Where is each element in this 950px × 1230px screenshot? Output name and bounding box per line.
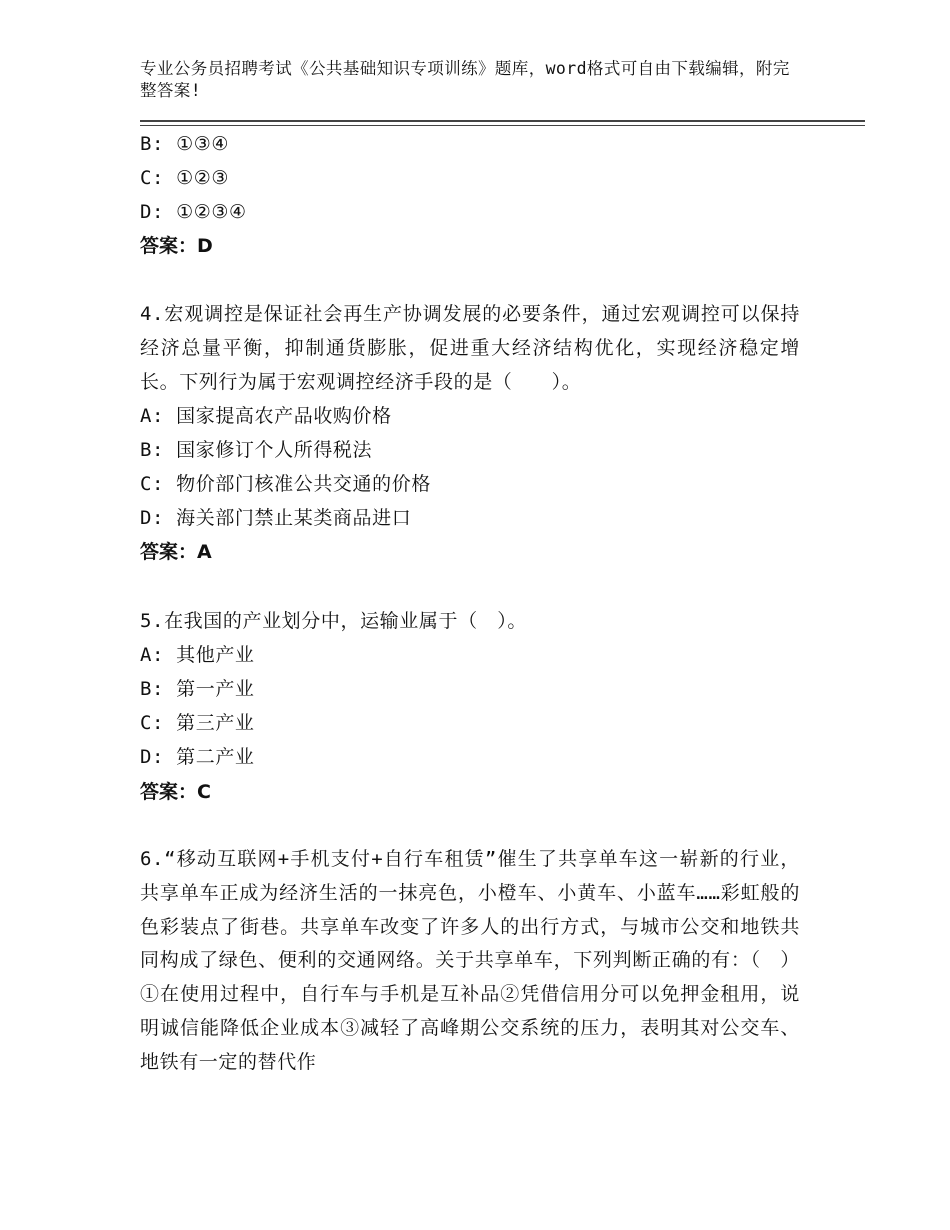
q3-option-d: D: ①②③④ (140, 201, 247, 223)
q6-stem: 6.“移动互联网+手机支付+自行车租赁”催生了共享单车这一崭新的行业，共享单车正成为经济生活的一抹亮色，小橙车、小黄车、小蓝车……彩虹般的色彩装点了街巷。共享单车改变了许多人的出行方式，与城市公交和地铁共同构成了绿色、便利的交通网络。关于共享单车，下列判断正确的有：（ ）①在使用过程中，自行车与手机是互补品②凭借信用分可以免押金租用，说明诚信能降低企业成本③减轻了高峰期公交系统的压力，表明其对公交车、地铁有一定的替代作 (140, 848, 800, 1073)
q5-stem: 5.在我国的产业划分中，运输业属于（ ）。 (140, 610, 527, 632)
q5-option-a: A: 其他产业 (140, 644, 255, 666)
q5-option-b: B: 第一产业 (140, 678, 255, 700)
q4-answer: 答案：A (140, 541, 212, 563)
document-header: 专业公务员招聘考试《公共基础知识专项训练》题库，word格式可自由下载编辑，附完整答案! (140, 59, 790, 100)
q5-answer: 答案：C (140, 781, 211, 803)
q4-option-c: C: 物价部门核准公共交通的价格 (140, 473, 431, 495)
q5-option-d: D: 第二产业 (140, 746, 255, 768)
q3-option-b: B: ①③④ (140, 133, 230, 155)
q4-stem: 4.宏观调控是保证社会再生产协调发展的必要条件，通过宏观调控可以保持经济总量平衡，抑制通货膨胀，促进重大经济结构优化，实现经济稳定增长。下列行为属于宏观调控经济手段的是（ ）。 (140, 303, 800, 393)
header-rule-thick (140, 120, 865, 122)
header-rule-thin (140, 125, 865, 126)
q3-option-c: C: ①②③ (140, 167, 230, 189)
q4-option-b: B: 国家修订个人所得税法 (140, 439, 373, 461)
q3-answer: 答案：D (140, 235, 213, 257)
q4-option-d: D: 海关部门禁止某类商品进口 (140, 507, 412, 529)
q4-option-a: A: 国家提高农产品收购价格 (140, 405, 392, 427)
q5-option-c: C: 第三产业 (140, 712, 255, 734)
